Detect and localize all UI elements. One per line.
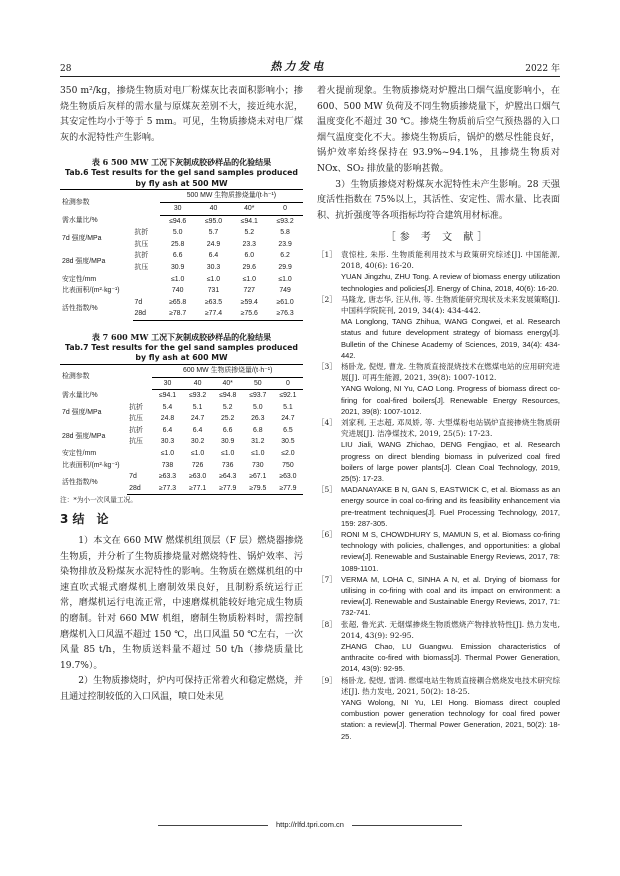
table-cell: 6.4 <box>208 252 219 260</box>
table-cell: 25.8 <box>170 240 185 248</box>
row-sublabel: 抗压 <box>134 263 149 271</box>
reference-item <box>317 417 560 484</box>
reference-number: ［9］ <box>317 675 337 685</box>
table7-note: 注：*为小一次风量工况。 <box>60 496 137 505</box>
table-cell: 5.4 <box>162 403 173 411</box>
table-cell: ≥63.0 <box>279 473 297 481</box>
reference-item <box>317 484 560 529</box>
row-sublabel: 7d <box>129 473 137 481</box>
table-cell: ≥79.5 <box>243 483 273 495</box>
table-cell: 24.7 <box>281 415 295 423</box>
table-row <box>60 425 303 437</box>
table-cell: ≥63.0 <box>188 473 207 481</box>
reference-body <box>341 361 560 417</box>
table-header-row <box>60 364 303 377</box>
table-cell: 749 <box>279 287 291 295</box>
table-cell: 23.3 <box>242 240 256 248</box>
reference-number: ［4］ <box>317 417 337 427</box>
reference-en: ZHANG Chao, LU Guangwu. Emission characteristics of anthracite co-fired with biomass[J]. Thermal Power Generation, 2014, 43(9): 92-95. <box>341 642 560 674</box>
reference-number: ［2］ <box>317 294 337 304</box>
column-header: 40* <box>213 377 243 390</box>
table-cell: ≥59.4 <box>240 298 258 306</box>
reference-item <box>317 294 560 361</box>
table-cell: ≥65.8 <box>169 298 187 306</box>
row-label: 活性指数/% <box>62 304 98 312</box>
table-cell: 6.2 <box>280 252 290 260</box>
reference-en: YUAN Jingzhu, ZHU Tong. A review of biomass energy utilization technologies and policies[J]. Energy of China, 2018, 40(6): 16-20. <box>341 272 560 293</box>
row-label: 安定性/mm <box>62 450 97 458</box>
table-cell: 6.4 <box>162 426 173 434</box>
table-cell: ≤1.0 <box>242 275 256 283</box>
column-header: 30 <box>160 202 196 215</box>
row-sublabel: 抗折 <box>134 229 149 237</box>
row-label: 需水量比/% <box>62 217 98 225</box>
reference-body <box>341 249 560 294</box>
reference-number: ［3］ <box>317 361 337 371</box>
table7-caption-en: Tab.7 Test results for the gel sand samples produced by fly ash at 600 MW <box>65 342 298 363</box>
table-cell: 5.2 <box>244 229 255 237</box>
table-cell: ≤94.1 <box>158 392 177 400</box>
table-row <box>60 390 303 402</box>
column-header: 40* <box>231 202 267 215</box>
row-label: 安定性/mm <box>62 275 97 283</box>
row-sublabel: 抗压 <box>129 415 143 423</box>
footer-rule-left <box>158 825 268 826</box>
table-header-row <box>60 190 303 203</box>
table-cell: ≥75.6 <box>231 308 267 320</box>
table-cell: 31.2 <box>251 438 265 446</box>
page-number: 28 <box>60 64 72 74</box>
table-cell: ≤95.0 <box>204 217 223 225</box>
reference-en: RONI M S, CHOWDHURY S, MAMUN S, et al. Biomass co-firing technology with policies, challenges, and opportunities: a global review[J]. Renewable and Sustainable Energy Reviews, 2017, 78: 1089-1101. <box>341 530 560 573</box>
reference-cn: 张超, 鲁光武. 无烟煤掺烧生物质燃烧产物排放特性[J]. 热力发电, 2014, 43(9): 92-95. <box>341 619 560 640</box>
table-cell: 29.9 <box>278 263 292 271</box>
column-header: 40 <box>183 377 213 390</box>
table-cell: 24.8 <box>160 415 175 423</box>
table-cell: 30.9 <box>220 438 235 446</box>
table-cell: ≤94.6 <box>169 217 187 225</box>
reference-body <box>341 529 560 574</box>
reference-item <box>317 249 560 294</box>
reference-body <box>341 619 560 675</box>
table-row <box>60 448 303 460</box>
table-cell: ≤93.2 <box>188 392 207 400</box>
row-label: 28d 强度/MPa <box>62 258 106 266</box>
footer-url: http://rlfd.tpri.com.cn <box>276 820 344 829</box>
journal-year: 2022 年 <box>525 64 560 74</box>
table-cell: ≥67.1 <box>249 473 267 481</box>
right-paragraph-2: 3）生物质掺烧对粉煤灰水泥特性未产生影响。28 天强度活性指数在 75%以上，其活性、安定性、需水量、比表面积、抗折强度等各项指标均符合建筑用材标准。 <box>317 179 560 221</box>
table-row <box>60 402 303 414</box>
table-cell: 5.8 <box>280 229 290 237</box>
conclusion-1: 1）本文在 660 MW 燃煤机组顶层（F 层）燃烧器掺烧生物质，并分析了生物质掺烧量对燃烧特性、锅炉效率、污染物排放及粉煤灰水泥特性的影响。生物质在燃煤机组的中速直吹式辊式磨煤机上磨制效果良好，且制粉系统运行正常，磨煤机运行电流正常，中速磨煤机能较好地完成生物质的磨制。针对 660 MW 机组，磨制生物质粉料时，需控制磨煤机入口风温不超过 150 ℃，出口风温 50 ℃左右，一次风量 85 t/h，生物质送料量不超过 50 t/h（掺烧质量比 19.7%）。 <box>60 536 303 671</box>
reference-en: LIU Jiali, WANG Zhichao, DENG Fengjiao, et al. Research progress on direct blending biomass in pulverized coal fired boilers of large power plants[J]. Clean Coal Technology, 2019, 25(5): 17-23. <box>341 440 560 483</box>
intro-paragraph: 350 m²/kg，掺烧生物质对电厂粉煤灰比表面积影响小；掺烧生物质后灰样的需水量与原煤灰差别不大，接近纯水泥，其安定性均小于等于 5 mm。可见，生物质掺烧未对电厂煤灰的水泥特性产生影响。 <box>60 86 303 143</box>
reference-cn: 袁惊柱, 朱彤. 生物质能利用技术与政策研究综述[J]. 中国能源, 2018, 40(6): 16-20. <box>341 249 560 271</box>
table-row <box>60 471 303 483</box>
table-cell: ≤93.7 <box>249 392 267 400</box>
reference-cn: 刘家利, 王志超, 邓凤娇, 等. 大型煤粉电站锅炉直接掺烧生物质研究进展[J]. 洁净煤技术, 2019, 25(5): 17-23. <box>341 417 560 439</box>
journal-title: 热力发电 <box>270 60 327 73</box>
right-column <box>317 84 560 742</box>
reference-item <box>317 675 560 742</box>
table7-caption-cn: 表 7 600 MW 工况下灰制成胶砂样品的化验结果 <box>91 331 272 342</box>
table-cell: ≥76.3 <box>267 308 303 320</box>
footer <box>60 820 560 829</box>
table-cell: 30.2 <box>190 438 205 446</box>
table-cell: 6.6 <box>222 426 233 434</box>
conclusion-2: 2）生物质掺烧时，炉内可保持正常着火和稳定燃烧，并且通过控制较低的入口风温，喷口处未见 <box>60 676 303 702</box>
table-cell: 5.7 <box>208 229 219 237</box>
reference-number: ［5］ <box>317 485 337 495</box>
reference-en: VERMA M, LOHA C, SINHA A N, et al. Drying of biomass for utilising in co-firing with coal and its impact on environment: a review[J]. Renewable and Sustainable Energy Reviews, 2017, 71: 732-741. <box>341 574 560 618</box>
table-cell: 5.0 <box>172 229 183 237</box>
row-label: 比表面积/(m²·kg⁻¹) <box>62 287 120 295</box>
left-column <box>60 84 303 706</box>
reference-body <box>341 574 560 619</box>
row-label: 需水量比/% <box>62 391 98 399</box>
table6 <box>60 189 303 321</box>
table-cell: 30.9 <box>170 263 185 271</box>
row-label: 28d 强度/MPa <box>62 432 106 440</box>
param-header: 检测参数 <box>60 364 152 389</box>
reference-en: MA Longlong, TANG Zhihua, WANG Congwei, et al. Research status and future development strategy of biomass energy[J]. Bulletin of the Chinese Academy of Sciences, 2019, 34(4): 434-442. <box>341 317 560 360</box>
table-cell: 736 <box>221 461 234 469</box>
table-cell: 6.5 <box>283 426 293 434</box>
param-header: 检测参数 <box>60 190 160 215</box>
table-cell: 740 <box>171 287 184 295</box>
reference-item <box>317 361 560 417</box>
right-paragraph-1: 着火提前现象。生物质掺烧对炉膛出口烟气温度影响小，在 600、500 MW 负荷及不同生物质掺烧量下，炉膛出口烟气温度变化不超过 30 ℃。掺烧生物质前后空气预热器的入口烟气温度变化不大。掺烧生物质后，锅炉的燃尽性能良好，锅炉效率始终保持在 93.9%~94.1%，且掺烧生物质对 NOx、SO₂ 排放量的影响甚微。 <box>317 86 560 174</box>
references-title: ［参 考 文 献］ <box>385 232 492 244</box>
table-cell: ≤93.2 <box>276 217 294 225</box>
reference-cn: 马隆龙, 唐志华, 汪从伟, 等. 生物质能研究现状及未来发展策略[J]. 中国科学院院刊, 2019, 34(4): 434-442. <box>341 294 560 315</box>
row-sublabel: 抗折 <box>129 403 143 411</box>
table-cell: ≥77.9 <box>273 483 303 495</box>
column-header: 50 <box>243 377 273 390</box>
table-cell: 726 <box>191 461 204 469</box>
row-label: 活性指数/% <box>62 479 98 487</box>
footer-rule-right <box>352 825 462 826</box>
table-row <box>60 227 303 239</box>
table-cell: ≤1.0 <box>251 450 265 458</box>
reference-body <box>341 417 560 484</box>
row-sublabel: 28d <box>133 308 160 320</box>
row-sublabel: 抗折 <box>134 252 149 260</box>
reference-en: MADANAYAKE B N, GAN S, EASTWICK C, et al. Biomass as an energy source in coal co-firing and its feasibility enhancement via pre-treatment techniques[J]. Fuel Processing Technology, 2017, 159: 287-305. <box>341 485 560 528</box>
reference-body <box>341 484 560 529</box>
table-cell: 29.6 <box>242 263 256 271</box>
table-cell: ≤1.0 <box>220 450 235 458</box>
table-cell: ≤1.0 <box>190 450 205 458</box>
reference-cn: 杨卧龙, 倪煜, 雷鸿. 燃煤电站生物质直接耦合燃烧发电技术研究综述[J]. 热力发电, 2021, 50(2): 18-25. <box>341 675 560 696</box>
table-row <box>60 285 303 297</box>
table-row <box>60 215 303 227</box>
table-cell: 6.8 <box>252 426 263 434</box>
table-cell: 6.6 <box>172 252 183 260</box>
row-sublabel: 抗压 <box>129 438 143 446</box>
table-cell: ≥77.1 <box>183 483 213 495</box>
table-cell: 30.3 <box>206 263 221 271</box>
table-cell: ≥77.9 <box>213 483 243 495</box>
table-cell: ≤92.1 <box>279 392 297 400</box>
row-label: 比表面积/(m²·kg⁻¹) <box>62 461 120 469</box>
reference-cn: 杨卧龙, 倪煜, 曹龙. 生物质直接混烧技术在燃煤电站的应用研究进展[J]. 可再生能源, 2021, 39(8): 1007-1012. <box>341 361 560 383</box>
row-sublabel: 7d <box>134 298 143 306</box>
table-cell: ≥63.5 <box>204 298 223 306</box>
reference-item <box>317 619 560 675</box>
reference-number: ［1］ <box>317 249 337 259</box>
table-cell: ≥78.7 <box>160 308 196 320</box>
table-cell: 25.2 <box>220 415 235 423</box>
reference-number: ［8］ <box>317 619 337 629</box>
group-header: 600 MW 生物质掺烧量/(t·h⁻¹) <box>152 364 303 377</box>
table-row <box>60 297 303 309</box>
table-cell: ≥63.3 <box>158 473 177 481</box>
table-cell: ≤1.0 <box>278 275 292 283</box>
table-cell: 727 <box>243 287 255 295</box>
table-row <box>60 460 303 472</box>
table-cell: 30.3 <box>160 438 175 446</box>
table-cell: ≤94.8 <box>219 392 237 400</box>
table-cell: 750 <box>282 461 294 469</box>
reference-body <box>341 294 560 361</box>
table-cell: 23.9 <box>278 240 292 248</box>
column-header: 0 <box>273 377 303 390</box>
group-header: 500 MW 生物质掺烧量/(t·h⁻¹) <box>160 190 303 203</box>
table-cell: ≥77.3 <box>152 483 182 495</box>
table-cell: 5.0 <box>252 403 263 411</box>
reference-en: YANG Wolong, NI Yu, LEI Hong. Biomass direct coupled combustion power generation technology for coal fired power station: a review[J]. Thermal Power Generation, 2021, 50(2): 18-25. <box>341 698 560 741</box>
table6-caption-cn: 表 6 500 MW 工况下灰制成胶砂样品的化验结果 <box>91 157 272 168</box>
reference-list <box>317 249 560 742</box>
table-cell: 24.9 <box>206 240 221 248</box>
table-cell: 731 <box>207 287 220 295</box>
table-cell: ≤1.0 <box>170 275 185 283</box>
table-cell: ≥61.0 <box>276 298 294 306</box>
reference-item <box>317 529 560 574</box>
table-cell: ≤94.1 <box>240 217 258 225</box>
table-row <box>60 250 303 262</box>
table-cell: 5.1 <box>283 403 293 411</box>
reference-item <box>317 574 560 619</box>
row-sublabel: 抗压 <box>134 240 149 248</box>
table-cell: 6.4 <box>192 426 203 434</box>
column-header: 40 <box>196 202 232 215</box>
table-cell: 6.0 <box>244 252 255 260</box>
table-cell: 24.7 <box>190 415 205 423</box>
table7 <box>60 364 303 496</box>
column-header: 0 <box>267 202 303 215</box>
table-row <box>60 274 303 286</box>
page-header <box>60 58 560 77</box>
table6-caption-en: Tab.6 Test results for the gel sand samples produced by fly ash at 500 MW <box>65 168 298 188</box>
table-cell: 26.3 <box>251 415 265 423</box>
reference-number: ［6］ <box>317 530 337 540</box>
row-sublabel: 28d <box>127 483 152 495</box>
table-cell: ≥64.3 <box>219 473 237 481</box>
table-cell: ≤1.0 <box>206 275 221 283</box>
column-header: 30 <box>152 377 182 390</box>
reference-body <box>341 675 560 742</box>
table-cell: 730 <box>252 461 264 469</box>
reference-en: YANG Wolong, NI Yu, CAO Long. Progress of biomass direct co-firing for coal-fired boilers[J]. Renewable Energy Resources, 2021, 39(8): 1007-1012. <box>341 384 560 416</box>
table-cell: ≥77.4 <box>196 308 232 320</box>
row-label: 7d 强度/MPa <box>62 234 102 242</box>
section-title: 3 结 论 <box>60 512 109 527</box>
table-cell: 738 <box>161 461 174 469</box>
row-label: 7d 强度/MPa <box>62 409 102 417</box>
table-cell: 5.2 <box>222 403 233 411</box>
reference-number: ［7］ <box>317 574 337 584</box>
table-cell: 30.5 <box>281 438 295 446</box>
table-cell: 5.1 <box>192 403 203 411</box>
table-cell: ≤1.0 <box>160 450 175 458</box>
table-cell: ≤2.0 <box>281 450 295 458</box>
row-sublabel: 抗折 <box>129 426 143 434</box>
